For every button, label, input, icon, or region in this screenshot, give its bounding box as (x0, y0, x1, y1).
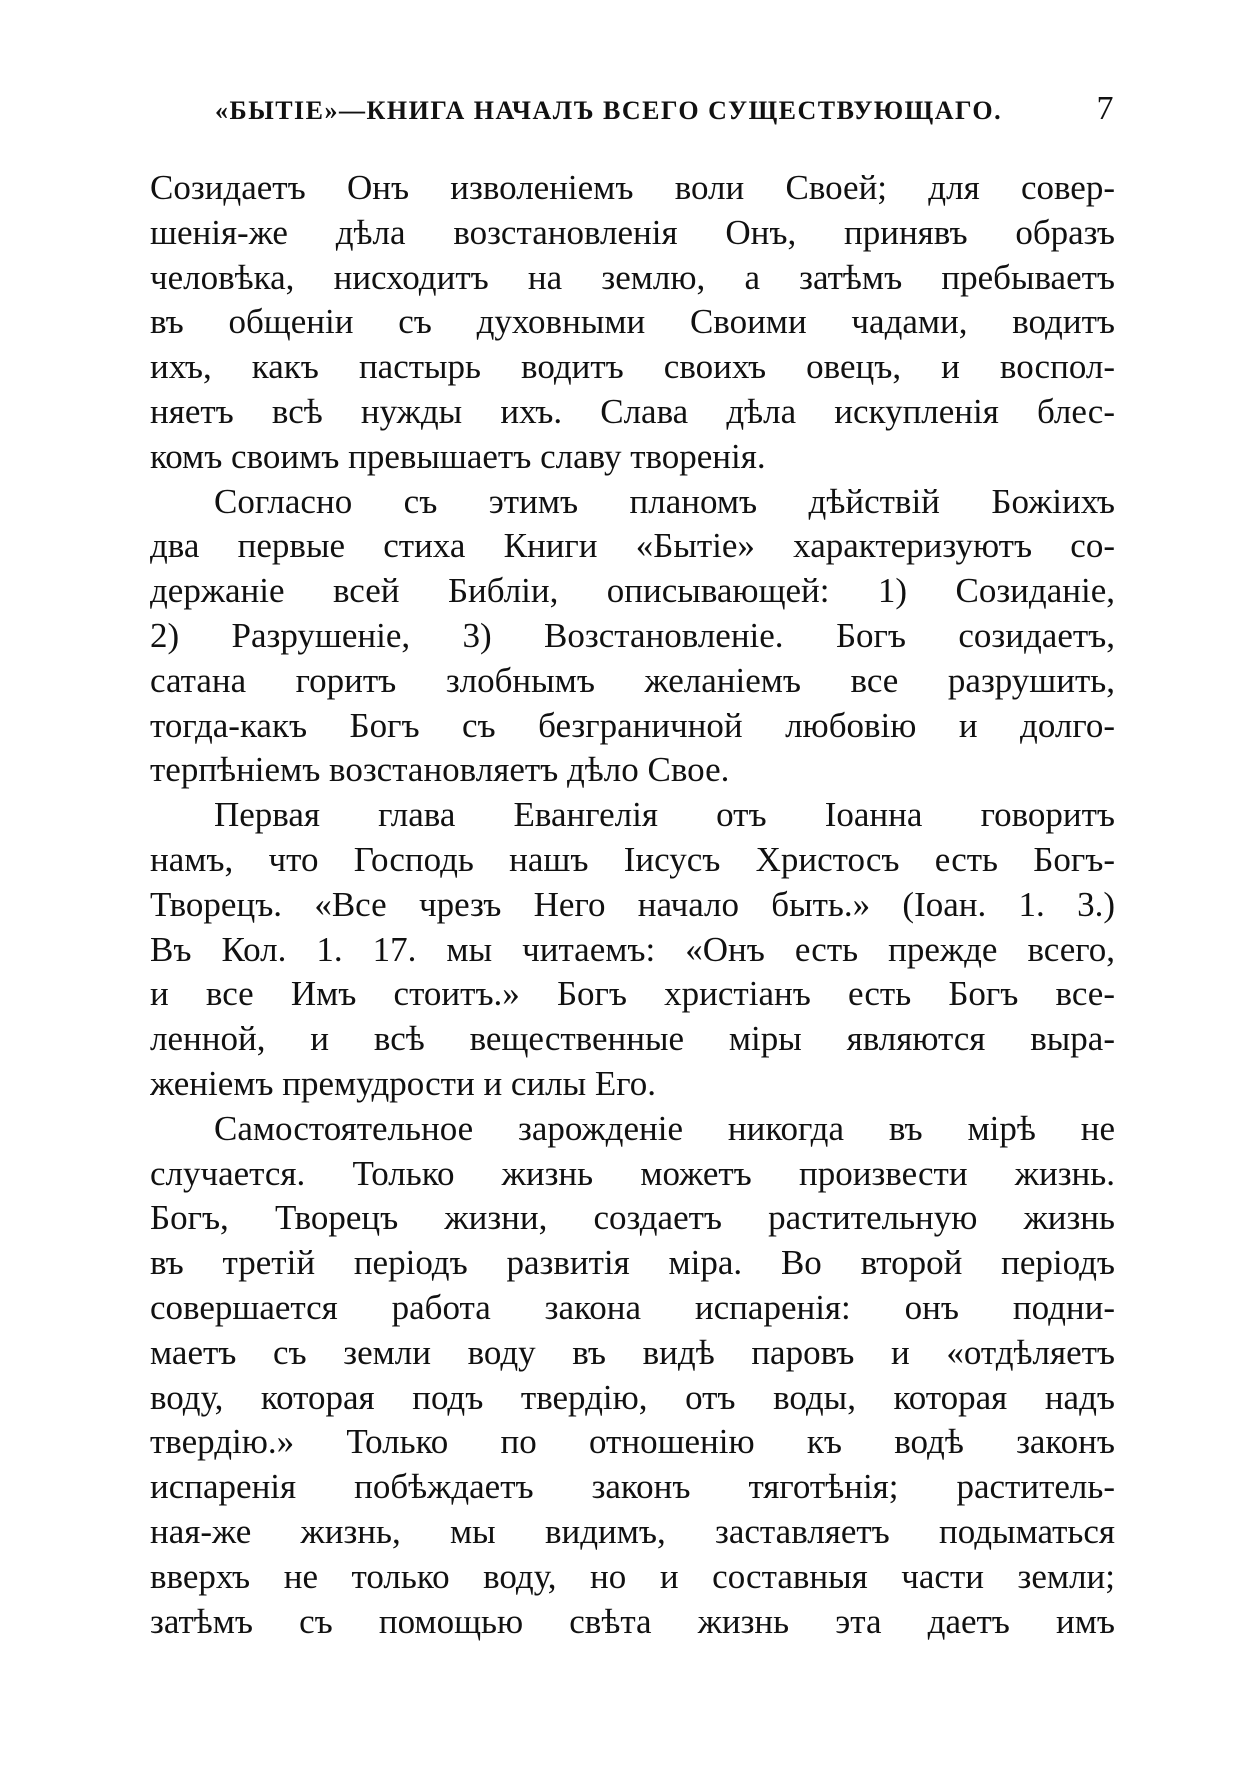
text-line: два первые стиха Книги «Бытіе» характеризуютъ со- (150, 526, 1115, 566)
page-number: 7 (1096, 90, 1115, 127)
text-line: вверхъ не только воду, но и составныя части земли; (150, 1556, 1115, 1596)
text-line: 2) Разрушеніе, 3) Возстановленіе. Богъ созидаетъ, (150, 615, 1115, 655)
text-line: ихъ, какъ пастырь водитъ своихъ овецъ, и воспол- (150, 347, 1115, 387)
running-head: «БЫТІЕ»—КНИГА НАЧАЛЪ ВСЕГО СУЩЕСТВУЮЩАГО. (215, 96, 1003, 125)
text-line: шенія-же дѣла возстановленія Онъ, принявъ образъ (150, 212, 1115, 252)
page-header (215, 90, 1115, 136)
text-line: Творецъ. «Все чрезъ Него начало быть.» (Іоан. 1. 3.) (150, 884, 1115, 924)
text-line: въ общеніи съ духовными Своими чадами, водитъ (150, 302, 1115, 342)
text-line: держаніе всей Библіи, описывающей: 1) Созиданіе, (150, 571, 1115, 611)
text-line: испаренія побѣждаетъ законъ тяготѣнія; раститель- (150, 1467, 1115, 1507)
text-line: Первая глава Евангелія отъ Іоанна говоритъ (214, 795, 1115, 835)
text-line: сатана горитъ злобнымъ желаніемъ все разрушить, (150, 660, 1115, 700)
text-line: и все Имъ стоитъ.» Богъ христіанъ есть Богъ все- (150, 974, 1115, 1014)
text-line: Богъ, Творецъ жизни, создаетъ растительную жизнь (150, 1198, 1115, 1238)
text-line: ленной, и всѣ вещественные міры являются выра- (150, 1019, 1115, 1059)
text-line: затѣмъ съ помощью свѣта жизнь эта даетъ имъ (150, 1601, 1115, 1641)
text-line: случается. Только жизнь можетъ произвести жизнь. (150, 1153, 1115, 1193)
text-line: Согласно съ этимъ планомъ дѣйствій Божіихъ (214, 481, 1115, 521)
text-line: маетъ съ земли воду въ видѣ паровъ и «отдѣляетъ (150, 1332, 1115, 1372)
text-line: комъ своимъ превышаетъ славу творенія. (150, 436, 766, 476)
text-line: въ третій періодъ развитія міра. Во второй періодъ (150, 1243, 1115, 1283)
text-line: человѣка, нисходитъ на землю, а затѣмъ пребываетъ (150, 257, 1115, 297)
text-line: Самостоятельное зарожденіе никогда въ мірѣ не (214, 1108, 1115, 1148)
text-line: тогда-какъ Богъ съ безграничной любовію и долго- (150, 705, 1115, 745)
text-line: ная-же жизнь, мы видимъ, заставляетъ подыматься (150, 1511, 1115, 1551)
text-line: воду, которая подъ твердію, отъ воды, которая надъ (150, 1377, 1115, 1417)
text-line: няетъ всѣ нужды ихъ. Слава дѣла искупленія блес- (150, 391, 1115, 431)
text-line: женіемъ премудрости и силы Его. (150, 1063, 657, 1103)
text-line: Созидаетъ Онъ изволеніемъ воли Своей; для совер- (150, 168, 1115, 207)
text-line: терпѣніемъ возстановляетъ дѣло Свое. (150, 750, 730, 790)
text-line: твердію.» Только по отношенію къ водѣ законъ (150, 1422, 1115, 1462)
text-line: совершается работа закона испаренія: онъ подни- (150, 1287, 1115, 1327)
text-line: намъ, что Господь нашъ Іисусъ Христосъ есть Богъ- (150, 839, 1115, 879)
text-line: Въ Кол. 1. 17. мы читаемъ: «Онъ есть прежде всего, (150, 929, 1115, 969)
body-text (150, 166, 1115, 1644)
